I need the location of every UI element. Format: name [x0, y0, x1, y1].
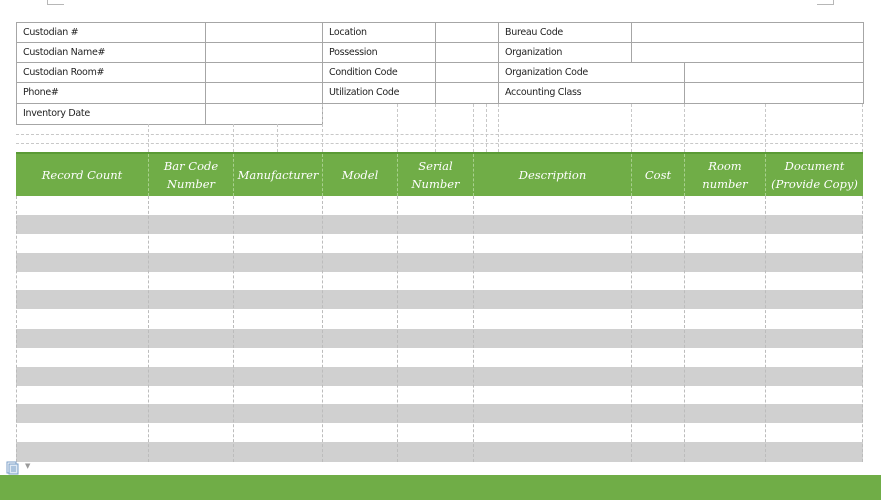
table-row[interactable]	[16, 309, 863, 329]
custodian-name-label-cell	[16, 42, 206, 63]
organization-code-label: Organization Code	[505, 67, 588, 78]
header-text: Description	[518, 168, 587, 182]
table-row[interactable]	[16, 329, 863, 348]
spacer-line	[684, 104, 685, 152]
possession-field[interactable]	[435, 42, 499, 63]
column-separator	[862, 196, 863, 462]
condition-code-label: Condition Code	[329, 67, 398, 78]
footer-green-bar	[0, 475, 881, 500]
header-text: Model	[341, 168, 379, 182]
spacer-line	[631, 104, 632, 152]
spacer-line	[148, 124, 149, 152]
utilization-code-label: Utilization Code	[329, 87, 400, 98]
header-text: Number	[411, 177, 460, 191]
column-separator	[631, 196, 632, 462]
bureau-code-label: Bureau Code	[505, 27, 563, 38]
custodian-name-field[interactable]	[205, 42, 323, 63]
custodian-room-label: Custodian Room#	[23, 67, 105, 78]
column-separator	[233, 196, 234, 462]
page-icon[interactable]	[6, 460, 19, 474]
column-header-description	[474, 154, 632, 196]
header-text: Cost	[644, 168, 672, 182]
column-separator	[322, 196, 323, 462]
table-row[interactable]	[16, 253, 863, 272]
spacer-line	[473, 104, 474, 152]
bureau-code-field[interactable]	[631, 22, 864, 43]
header-text: Bar Code	[163, 159, 219, 173]
spacer-line	[277, 124, 278, 152]
custodian-number-field[interactable]	[205, 22, 323, 43]
header-text: number	[702, 177, 748, 191]
phone-label-cell	[16, 82, 206, 104]
header-text: Record Count	[41, 168, 123, 182]
organization-label: Organization	[505, 47, 563, 58]
column-separator	[765, 196, 766, 462]
header-text: Serial	[418, 159, 453, 173]
spacer-line	[322, 104, 323, 152]
organization-code-label-cell	[498, 62, 685, 83]
utilization-code-field[interactable]	[435, 82, 499, 104]
page-corner-mark-left	[47, 0, 64, 5]
page-corner-mark-right	[817, 0, 834, 5]
table-row[interactable]	[16, 423, 863, 442]
spacer-line	[16, 143, 863, 144]
column-header-model	[323, 154, 398, 196]
column-separator	[684, 196, 685, 462]
condition-code-field[interactable]	[435, 62, 499, 83]
column-separator	[148, 196, 149, 462]
custodian-room-label-cell	[16, 62, 206, 83]
location-label: Location	[329, 27, 367, 38]
column-header-serial-number	[398, 154, 474, 196]
column-separator	[397, 196, 398, 462]
header-text: Document	[784, 159, 845, 173]
utilization-code-label-cell	[322, 82, 436, 104]
condition-code-label-cell	[322, 62, 436, 83]
table-row[interactable]	[16, 367, 863, 386]
spacer-line	[16, 134, 863, 135]
spacer-line	[233, 124, 234, 152]
table-row[interactable]	[16, 215, 863, 234]
organization-field[interactable]	[631, 42, 864, 63]
spacer-line	[486, 104, 487, 152]
header-text: (Provide Copy)	[771, 177, 858, 191]
table-row[interactable]	[16, 234, 863, 253]
organization-code-field[interactable]	[684, 62, 864, 83]
column-header-record-count	[16, 154, 149, 196]
accounting-class-label-cell	[498, 82, 685, 104]
column-header-cost	[632, 154, 685, 196]
custodian-room-field[interactable]	[205, 62, 323, 83]
header-text: Manufacturer	[237, 168, 319, 182]
table-row[interactable]	[16, 196, 863, 215]
table-header-row	[16, 152, 863, 196]
possession-label-cell	[322, 42, 436, 63]
table-row[interactable]	[16, 386, 863, 404]
column-separator	[473, 196, 474, 462]
table-row[interactable]	[16, 290, 863, 309]
phone-field[interactable]	[205, 82, 323, 104]
organization-label-cell	[498, 42, 632, 63]
possession-label: Possession	[329, 47, 378, 58]
accounting-class-field[interactable]	[684, 82, 864, 104]
table-row[interactable]	[16, 442, 863, 462]
spacer-line	[435, 104, 436, 152]
column-header-bar-code-number	[149, 154, 234, 196]
header-text: Number	[166, 177, 216, 191]
spacer-line	[397, 104, 398, 152]
spacer-line	[765, 104, 766, 152]
location-label-cell	[322, 22, 436, 43]
phone-label: Phone#	[23, 87, 59, 98]
custodian-name-label: Custodian Name#	[23, 47, 106, 58]
table-row[interactable]	[16, 348, 863, 367]
dropdown-arrow-icon[interactable]: ▼	[25, 462, 31, 470]
column-separator	[16, 196, 17, 462]
accounting-class-label: Accounting Class	[505, 87, 582, 98]
spacer-line	[498, 104, 499, 152]
header-text: Room	[708, 159, 742, 173]
custodian-number-label-cell	[16, 22, 206, 43]
column-header-manufacturer	[234, 154, 323, 196]
location-field[interactable]	[435, 22, 499, 43]
table-row[interactable]	[16, 272, 863, 290]
inventory-date-label: Inventory Date	[23, 108, 90, 119]
custodian-number-label: Custodian #	[23, 27, 79, 38]
column-header-room-number	[685, 154, 766, 196]
spacer-line	[862, 104, 863, 152]
inventory-date-label-cell	[16, 103, 206, 125]
table-row[interactable]	[16, 404, 863, 423]
column-header-document	[766, 154, 863, 196]
inventory-date-field[interactable]	[205, 103, 323, 125]
bureau-code-label-cell	[498, 22, 632, 43]
